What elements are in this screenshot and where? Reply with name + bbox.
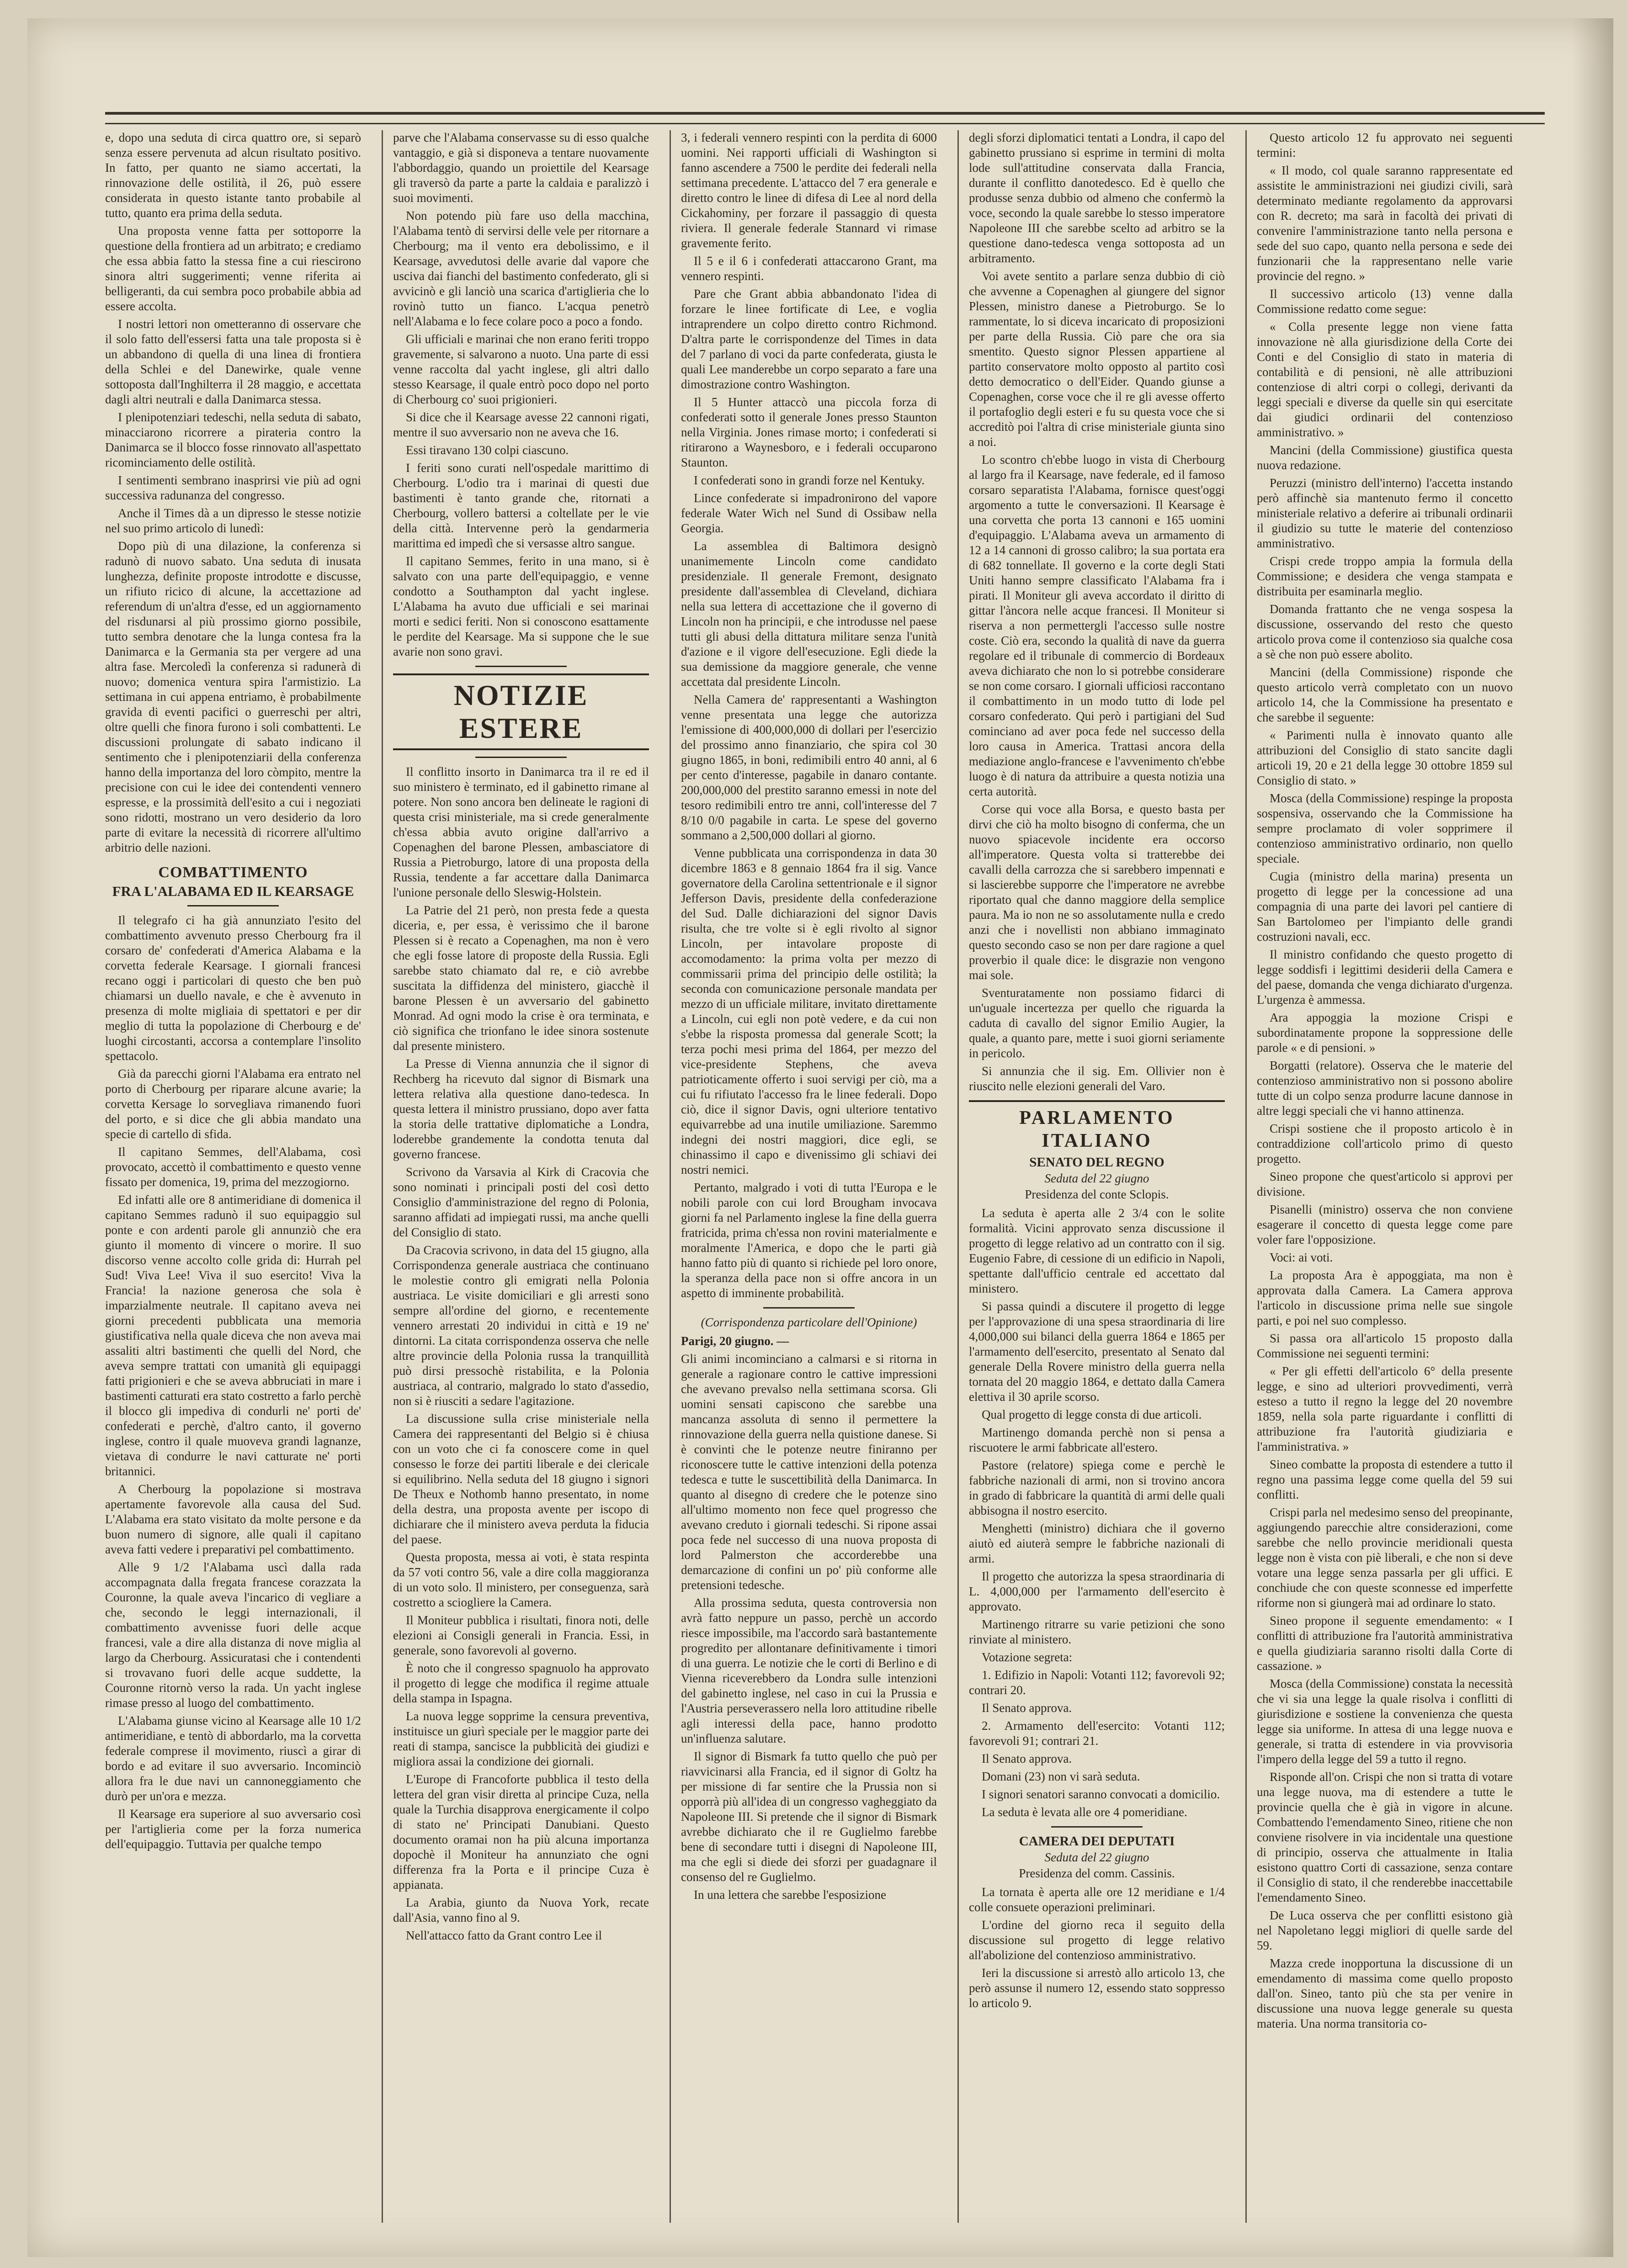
paragraph: 1. Edifizio in Napoli: Votanti 112; favorevoli 92; contrari 20. xyxy=(969,1668,1225,1697)
paragraph: Gli ufficiali e marinai che non erano feriti troppo gravemente, si salvarono a nuoto. Una parte di essi venne raccolta dal yacht inglese, gli altri dallo stesso Kearsage, il quale entrò poco dopo nel porto di Cherbourg co' suoi prigionieri. xyxy=(393,332,649,406)
paragraph: De Luca osserva che per conflitti esistono già nel Napoletano leggi migliori di quelle sarde del 59. xyxy=(1257,1908,1513,1952)
paragraph: Il capitano Semmes, dell'Alabama, così provocato, accettò il combattimento e questo venne fissato per domenica, 19, prima del mezzogiorno. xyxy=(105,1145,361,1189)
paragraph: Una proposta venne fatta per sottoporre la questione della frontiera ad un arbitrato; e crediamo che essa abbia fatto la stessa fine a cui riescirono sinora altri suggerimenti; venne riferita ai belligeranti, da cui sembra poco probabile abbia ad essere accolta. xyxy=(105,224,361,313)
paragraph: Ieri la discussione si arrestò allo articolo 13, che però assunse il numero 12, essendo stato soppresso lo articolo 9. xyxy=(969,1966,1225,2010)
paragraph: Cugia (ministro della marina) presenta un progetto di legge per la concessione ad una compagnia di una parte dei lavori pel cantiere di San Bartolomeo per l'impianto delle grandi costruzioni navali, ecc. xyxy=(1257,869,1513,943)
senato-date: Seduta del 22 giugno xyxy=(1044,1171,1149,1185)
column-rule xyxy=(957,130,959,2223)
paragraph: Il successivo articolo (13) venne dalla Commissione redatto come segue: xyxy=(1257,287,1513,316)
paragraph: Si dice che il Kearsage avesse 22 cannoni rigati, mentre il suo avversario non ne aveva che 16. xyxy=(393,410,649,439)
paragraph: Il progetto che autorizza la spesa straordinaria di L. 4,000,000 per l'armamento dell'esercito è approvato. xyxy=(969,1569,1225,1613)
paragraph: Il Senato approva. xyxy=(982,1752,1072,1765)
column-rule xyxy=(382,130,383,2223)
paragraph: Il signor di Bismark fa tutto quello che può per riavvicinarsi alla Francia, ed il signor di Goltz ha per missione di far sentire che la Prussia non si opporrà più all'idea di un congresso vagheggiato da Napoleone III. Si pretende che il signor di Bismark avrebbe dichiarato che il re Guglielmo farebbe bene di secondare tutti i disegni di Napoleone III, ma che egli si diede dei sforzi per guadagnare il consenso del re Guglielmo. xyxy=(681,1749,937,1884)
paragraph: Non potendo più fare uso della macchina, l'Alabama tentò di servirsi delle vele per ritornare a Cherbourg; ma il vento era debolissimo, e il Kearsage, avvedutosi delle avarie dal vapore che usciva dai fianchi del bastimento confederato, gli si avvicinò e gli lanciò una scarica d'artiglieria che lo rovinò tutto un fianco. L'acqua penetrò nell'Alabama e lo fece colare poco a poco a fondo. xyxy=(393,209,649,328)
paragraph: Questa proposta, messa ai voti, è stata respinta da 57 voti contro 56, vale a dire colla maggioranza di un voto solo. Il ministero, per conseguenza, sarà costretto a sciogliere la Camera. xyxy=(393,1550,649,1609)
paragraph: Votazione segreta: xyxy=(982,1650,1073,1664)
dateline: Parigi, 20 giugno. — xyxy=(681,1334,789,1348)
column-5 xyxy=(1257,130,1513,2223)
paragraph: Anche il Times dà a un dipresso le stesse notizie nel suo primo articolo di lunedì: xyxy=(105,506,361,535)
column-4-top-articles xyxy=(969,130,1225,1094)
paragraph: Sventuratamente non possiamo fidarci di un'uguale incertezza per quello che riguarda la caduta di cavallo del signor Emilio Augier, la quale, a quanto pare, mette i suoi giorni seriamente in pericolo. xyxy=(969,986,1225,1060)
paragraph: Pertanto, malgrado i voti di tutta l'Europa e le nobili parole con cui lord Brougham invocava giorni fa nel Parlamento inglese la fine della guerra fratricida, prima ch'essa non rovini materialmente e moralmente l'America, e dopo che le parti già hanno fatto più di quanto si richiede pel loro onore, la speranza della pace non si offre ancora in un aspetto di imminente probabilità. xyxy=(681,1181,937,1300)
paragraph: L'Alabama giunse vicino al Kearsage alle 10 1/2 antimeridiane, e tentò di abbordarlo, ma la corvetta federale comprese il movimento, riuscì a girar di bordo e ad evitare il suo avversario. Incominciò allora fra le due navi un cannoneggiamento che durò per un'ora e mezza. xyxy=(105,1714,361,1803)
paragraph: La seduta è aperta alle 2 3/4 con le solite formalità. Vicini approvato senza discussione il progetto di legge relativo ad un contratto con il sig. Eugenio Fabre, di cessione di un edificio in Napoli, spettante dall'ufficio centrale ed accettato dal ministero. xyxy=(969,1206,1225,1295)
paragraph: Il Senato approva. xyxy=(982,1701,1072,1715)
paragraph: In una lettera che sarebbe l'esposizione xyxy=(694,1888,886,1902)
paragraph: La Presse di Vienna annunzia che il signor di Rechberg ha ricevuto dal signor di Bismark una lettera relativa alla questione dano-tedesca. In questa lettera il ministro prussiano, dopo aver fatta la storia delle trattative diplomatiche a Londra, loderebbe grandemente la condotta tenuta dal governo francese. xyxy=(393,1057,649,1161)
column-3-top-articles xyxy=(681,130,937,1301)
paragraph: Il conflitto insorto in Danimarca tra il re ed il suo ministero è terminato, ed il gabinetto rimane al potere. Non sono ancora ben delineate le ragioni di questa crisi ministeriale, ma si crede generalmente ch'essa abbia avuto origine dall'arrivo a Copenaghen del barone Plessen, ambasciatore di Russia a Pietroburgo, latore di una proposta della Russia, tendente a far accettare dalla Danimarca l'unione personale dello Sleswig-Holstein. xyxy=(393,765,649,899)
senato-report xyxy=(969,1206,1225,1820)
paragraph: Martinengo domanda perchè non si pensa a riscuotere le armi fabbricate all'estero. xyxy=(969,1425,1225,1454)
article-subheadline: FRA L'ALABAMA ED IL KEARSAGE xyxy=(112,883,354,899)
camera-title: CAMERA DEI DEPUTATI xyxy=(1019,1834,1175,1849)
paragraph: La discussione sulla crise ministeriale nella Camera dei rappresentanti del Belgio si è chiusa con un voto che ci fa conoscere come in quel consesso le forze dei partiti liberale e dei clericale si equilibrino. Nella seduta del 18 giugno i signori De Theux e Nothomb hanno presentato, in nome della destra, una proposta avente per iscopo di dichiarare che il ministero aveva perduta la fiducia del paese. xyxy=(393,1412,649,1546)
paragraph: L'Europe di Francoforte pubblica il testo della lettera del gran visir diretta al principe Cuza, nella quale la Turchia disapprova energicamente il colpo di stato ne' Principati Danubiani. Questo documento oramai non ha più alcuna importanza dopochè il Moniteur ha annunziato che ogni differenza fra la Porta e il principe Cuza è appianata. xyxy=(393,1772,649,1892)
paragraph: Il Moniteur pubblica i risultati, finora noti, delle elezioni ai Consigli generali in Francia. Essi, in generale, sono favorevoli al governo. xyxy=(393,1613,649,1657)
paragraph: Ara appoggia la mozione Crispi e subordinatamente propone la soppressione delle parole « e di pensioni. » xyxy=(1257,1011,1513,1055)
article-headline: COMBATTIMENTO xyxy=(158,864,308,881)
paragraph: Mancini (della Commissione) risponde che questo articolo verrà completato con un nuovo articolo 14, che la Commissione ha presentato e che sarebbe il seguente: xyxy=(1257,665,1513,724)
paragraph: 2. Armamento dell'esercito: Votanti 112; favorevoli 91; contrari 21. xyxy=(969,1719,1225,1748)
paragraph: Lince confederate si impadronirono del vapore federale Water Wich nel Sund di Ossibaw nella Georgia. xyxy=(681,491,937,535)
paragraph: È noto che il congresso spagnuolo ha approvato il progetto di legge che modifica il regime attuale della stampa in Ispagna. xyxy=(393,1661,649,1705)
paragraph: Pisanelli (ministro) osserva che non conviene esagerare il concetto di questa legge come pare voler fare l'opposizione. xyxy=(1257,1203,1513,1246)
paragraph: La assemblea di Baltimora designò unanimemente Lincoln come candidato presidenziale. Il generale Fremont, designato presidente dall'assemblea di Cleveland, dichiara nella sua lettera di accettazione che il governo di Lincoln non ha principii, e che introdusse nel paese tutti gli abusi della dittatura militare senza l'unità d'azione e il vigore dell'esecuzione. Egli diede la sua demissione da maggiore generale, che venne accettata dal presidente Lincoln. xyxy=(681,539,937,689)
section-title-parlamento: PARLAMENTO ITALIANO xyxy=(969,1100,1225,1152)
paragraph: La tornata è aperta alle ore 12 meridiane e 1/4 colle consuete operazioni preliminari. xyxy=(969,1885,1225,1914)
column-2-bottom-articles xyxy=(393,764,649,1943)
camera-report xyxy=(969,1885,1225,2011)
correspondence-label: (Corrispondenza particolare dell'Opinione) xyxy=(701,1315,917,1329)
column-4 xyxy=(969,130,1225,2223)
paragraph: Menghetti (ministro) dichiara che il governo aiutò ed aiuterà sempre le fabbriche nazionali di armi. xyxy=(969,1521,1225,1565)
paragraph: Gli animi incominciano a calmarsi e si ritorna in generale a ragionare contro le cattive impressioni che avevano prevalso nella settimana scorsa. Gli uomini sensati capiscono che sarebbe una mancanza assoluta di senno il permettere la rinnovazione della guerra nella quistione danese. Si è convinti che le potenze neutre finiranno per riconoscere tutte le cattive intenzioni della potenza tedesca e tutte le suscettibilità della Danimarca. In quanto al disegno di credere che le potenze sino all'ultimo momento non fece quel progresso che avevano creduto i giornali tedeschi. Si ripone assai poca fede nel successo di una nuova proposta di lord Palmerston che accorderebbe una demarcazione di confini un po' più conforme alle pretensioni tedesche. xyxy=(681,1352,937,1592)
paragraph: Da Cracovia scrivono, in data del 15 giugno, alla Corrispondenza generale austriaca che continuano le molestie contro gli emigrati nella Polonia austriaca. Le visite domiciliari e gli arresti sono sempre all'ordine del giorno, e recentemente vennero arrestati 20 individui in città e 19 ne' dintorni. La citata corrispondenza osserva che nelle altre provincie della Polonia russa la tranquillità può dirsi pressochè ristabilita, e la Polonia austriaca, al contrario, malgrado lo stato d'assedio, non si è riusciti a sedare l'agitazione. xyxy=(393,1243,649,1408)
paragraph: « Parimenti nulla è innovato quanto alle attribuzioni del Consiglio di stato sancite dagli articoli 19, 20 e 21 della legge 30 ottobre 1859 sul Consiglio di stato. » xyxy=(1257,728,1513,787)
paragraph: « Colla presente legge non viene fatta innovazione nè alla giurisdizione della Corte dei Conti e del Consiglio di stato in materia di contabilità e di pensioni, nè alle attribuzioni contenziose di altri corpi o collegi, derivanti da leggi speciali e diverse da quelle sin qui esercitate dai giudici ordinarii del contenzioso amministrativo. » xyxy=(1257,320,1513,439)
paragraph: La Arabia, giunto da Nuova York, recate dall'Asia, vanno fino al 9. xyxy=(393,1896,649,1924)
paragraph: e, dopo una seduta di circa quattro ore, si separò senza essere pervenuta ad alcun risultato positivo. In fatto, per quanto ne siamo accertati, la rinnovazione delle ostilità, il 26, può essere considerata in questo istante tanto probabile al tutto, quanto era prima della seduta. xyxy=(105,131,361,220)
paragraph: Già da parecchi giorni l'Alabama era entrato nel porto di Cherbourg per riparare alcune avarie; la corvetta Kersage lo sorvegliava rimanendo fuori del porto, e si dice che gli abbia mandato una specie di cartello di sfida. xyxy=(105,1067,361,1141)
column-2-top-article xyxy=(393,130,649,659)
paragraph: Essi tiravano 130 colpi ciascuno. xyxy=(406,443,569,457)
paragraph: I sentimenti sembrano inasprirsi vie più ad ogni successiva radunanza del congresso. xyxy=(105,473,361,502)
column-3-bottom-articles xyxy=(681,1351,937,1902)
column-rule xyxy=(670,130,671,2223)
column-3 xyxy=(681,130,937,2223)
paragraph: La nuova legge sopprime la censura preventiva, instituisce un giurì speciale per le maggior parte dei reati di stampa, sancisce la pubblicità dei giudizi e migliora assai la condizione dei giornali. xyxy=(393,1709,649,1768)
camera-presidency: Presidenza del comm. Cassinis. xyxy=(1019,1866,1175,1880)
paragraph: Dopo più di una dilazione, la conferenza si radunò di nuovo sabato. Una seduta di inusata lunghezza, definite proposte introdotte e discusse, un rifiuto ricico di alcune, la accettazione ad referendum di un'altra d'esse, ed un aggiornamento del risdunarsi al più prossimo giorno possibile, tutto sembra denotare che la lunga contesa fra la Danimarca e la Germania sta per vergere ad una altra fase. Mercoledì la conferenza si radunerà di nuovo; domenica ventura spira l'armistizio. La settimana in cui appena entriamo, è probabilmente gravida di eventi pacifici o guerreschi per altri, oltre quelli che finora furono i soli combattenti. Le discussioni prolungate di sabato indicano il sentimento che i plenipotenziarii della conferenza hanno della importanza del loro còmpito, mentre la precisione con cui le idee dei contendenti vennero espresse, e la prossimità dell'esito a cui i negoziati sono ridotti, mostrano un vero desiderio da loro parte di evitare la necessità di ricorrere all'ultimo arbitrio delle nazioni. xyxy=(105,539,361,854)
column-1 xyxy=(105,130,361,2223)
paragraph: Ed infatti alle ore 8 antimeridiane di domenica il capitano Semmes radunò il suo equipaggio sul ponte e con ardenti parole gli annunziò che era giunto il momento di vincere o morire. Il suo discorso venne accolto colle grida di: Hurrah pel Sud! Viva Lee! Viva il suo esercito! Viva la Francia! la nazione generosa che sola è imparzialmente neutrale. Il capitano aveva nei giorni precedenti pubblicata una memoria giustificativa nella quale diceva che non aveva mai assaliti altri bastimenti che quelli del Nord, che aveva sempre trattati con umanità gli equipaggi fatti prigionieri e che se aveva abbruciati in mare i bastimenti catturati era stato costretto a farlo perchè il blocco gli impediva di condurli ne' porti de' confederati e perchè, d'altro canto, il governo inglese, contro il quale muoveva grandi lagnanze, vietava di condurre le navi catturate ne' porti britannici. xyxy=(105,1193,361,1478)
camera-date: Seduta del 22 giugno xyxy=(1044,1850,1149,1864)
paragraph: Peruzzi (ministro dell'interno) l'accetta instando però affinchè sia mantenuto fermo il concetto ministeriale relativo a deferire ai tribunali ordinarii il giudizio su tutte le materie del contenzioso amministrativo. xyxy=(1257,476,1513,550)
paragraph: Sineo propone il seguente emendamento: « I conflitti di attribuzione fra l'autorità amministrativa e quella giudiziaria saranno risolti dalla Corte di cassazione. » xyxy=(1257,1614,1513,1673)
paragraph: Lo scontro ch'ebbe luogo in vista di Cherbourg al largo fra il Kearsage, nave federale, ed il famoso corsaro separatista l'Alabama, fornisce quest'oggi argomento a tutte le conversazioni. Il Kearsage è una corvetta che porta 13 cannoni e 165 uomini d'equipaggio. L'Alabama aveva un armamento di 12 a 14 cannoni di grosso calibro; la sua portata era di 682 tonnellate. Il governo e la corte degli Stati Uniti hanno sempre classificato l'Alabama fra i pirati. Il Moniteur gli aveva accordato il diritto di gittar l'àncora nelle acque francesi. Il Moniteur si riserva a non permettergli l'accesso sulle nostre coste. Ciò era, secondo la qualità di nave da guerra regolare ed il tribunale di commercio di Bordeaux aveva dichiarato che non lo si potrebbe considerare se non come corsaro. I giornali ufficiosi raccontano il combattimento in un modo tutto di lode pel corsaro confederato. Qui però i partigiani del Sud cominciano ad aver poca fede nel successo della loro causa in America. Trattasi ancora della mediazione anglo-francese e l'avvenimento ch'ebbe luogo è di natura da attribuire a questa notizia una certa autorità. xyxy=(969,453,1225,798)
paragraph: Corse qui voce alla Borsa, e questo basta per dirvi che ciò ha molto bisogno di conferma, che un nuovo spiacevole incidente era occorso all'imperatore. Questa volta si tratterebbe dei cavalli della carrozza che si sarebbero impennati e si lascierebbe supporre che l'imperatore ne avrebbe riportato qual che danno maggiore della semplice paura. Ma io non ne so assolutamente nulla e credo anzi che i novellisti non abbiano immaginato questo secondo caso se non per dare ragione a quel proverbio il quale dice: le disgrazie non vengono mai sole. xyxy=(969,802,1225,982)
paragraph: I confederati sono in grandi forze nel Kentuky. xyxy=(694,473,925,487)
paragraph: Scrivono da Varsavia al Kirk di Cracovia che sono nominati i principali posti del così detto Consiglio d'amministrazione del regno di Polonia, saranno affidati ad impiegati russi, ma anche quelli del Consiglio di stato. xyxy=(393,1165,649,1239)
paragraph: Voi avete sentito a parlare senza dubbio di ciò che avvenne a Copenaghen al giungere del signor Plessen, ministro danese a Pietroburgo. Se lo rammentate, lo si diceva incaricato di proposizioni per parte della Russia. Ciò pare che ora sia smentito. Questo signor Plessen appartiene al partito conservatore molto opposto al partito così detto democratico o dell'Eider. Quando giunse a Copenaghen, corse voce che il re gli avesse offerto il portafoglio degli esteri e fu su questa voce che si accreditò poi l'altra di crise ministeriale giunta sino a noi. xyxy=(969,269,1225,449)
divider xyxy=(187,905,279,906)
paragraph: Martinengo ritrarre su varie petizioni che sono rinviate al ministero. xyxy=(969,1617,1225,1646)
paragraph: Mancini (della Commissione) giustifica questa nuova redazione. xyxy=(1257,443,1513,472)
paragraph: Crispi sostiene che il proposto articolo è in contraddizione coll'articolo primo di questo progetto. xyxy=(1257,1122,1513,1166)
paragraph: Sineo combatte la proposta di estendere a tutto il regno una passima legge come quella del 59 sui conflitti. xyxy=(1257,1457,1513,1501)
paragraph: Domani (23) non vi sarà seduta. xyxy=(982,1770,1140,1783)
paragraph: La seduta è levata alle ore 4 pomeridiane. xyxy=(982,1805,1187,1819)
paragraph: A Cherbourg la popolazione si mostrava apertamente favorevole alla causa del Sud. L'Alabama era stato visitato da molte persone e da buon numero di signore, alle quali il capitano aveva fatti vedere i preparativi pel combattimento. xyxy=(105,1482,361,1556)
column-2 xyxy=(393,130,649,2223)
paragraph: Il ministro confidando che questo progetto di legge soddisfi i legittimi desiderii della Camera e del paese, domanda che venga dichiarato d'urgenza. L'urgenza è ammessa. xyxy=(1257,948,1513,1007)
column-1-bottom-article xyxy=(105,913,361,1852)
paragraph: I nostri lettori non ometteranno di osservare che il solo fatto dell'essersi fatta una tale proposta si è un abbandono di quella di una linea di frontiera della Schlei e del Danewirke, quale venne sottoposta dall'Inghilterra il 28 maggio, e accettata dagli altri neutrali e dalla Danimarca stessa. xyxy=(105,317,361,406)
paragraph: Il telegrafo ci ha già annunziato l'esito del combattimento avvenuto presso Cherbourg fra il corsaro de' confederati d'America Alabama e la corvetta federale Kearsage. I giornali francesi recano oggi i particolari di questo che ben può chiamarsi un duello navale, e che è avvenuto in presenza di molte migliaia di spettatori e per dir meglio di tutta la popolazione di Cherbourg e de' luoghi circostanti, accorsa a contemplare l'insolito spettacolo. xyxy=(105,913,361,1063)
paragraph: Qual progetto di legge consta di due articoli. xyxy=(982,1408,1202,1421)
senato-presidency: Presidenza del conte Sclopis. xyxy=(1025,1187,1169,1201)
column-rule xyxy=(1245,130,1247,2223)
paragraph: Domanda frattanto che ne venga sospesa la discussione, osservando del resto che questo articolo prova come il contenzioso sia qualche cosa a sè che non può essere abolito. xyxy=(1257,602,1513,661)
divider xyxy=(475,666,567,667)
paragraph: « Per gli effetti dell'articolo 6° della presente legge, e sino ad ulteriori provvedimenti, verrà esteso a tutto il regno la legge del 20 novembre 1859, nella sola parte riguardante i conflitti di attribuzione fra l'autorità giudiziaria e l'amministrativa. » xyxy=(1257,1364,1513,1453)
paragraph: Il capitano Semmes, ferito in una mano, si è salvato con una parte dell'equipaggio, e venne condotto a Southampton dal yacht inglese. L'Alabama ha avuto due ufficiali e sei marinai morti e sedici feriti. Non si conoscono esattamente le perdite del Kearsage. Ma si suppone che le sue avarie non sono gravi. xyxy=(393,554,649,658)
header-rule xyxy=(105,112,1545,124)
column-1-top-articles xyxy=(105,130,361,855)
paragraph: Questo articolo 12 fu approvato nei seguenti termini: xyxy=(1257,131,1513,159)
column-5-camera-continued xyxy=(1257,130,1513,2031)
senato-title: SENATO DEL REGNO xyxy=(1029,1155,1164,1170)
paragraph: Venne pubblicata una corrispondenza in data 30 dicembre 1863 e 8 gennaio 1864 fra il sig. Vance governatore della Carolina settentrionale e il signor Jefferson Davis, presidente della confederazione del Sud. Dalle dichiarazioni del signor Davis risulta, che tre volte si è egli rivolto al signor Lincoln, per intavolare proposte di accomodamento: la prima volta per mezzo di commissarii prima del principio delle ostilità; la seconda con comunicazione personale mandata per mezzo di un ufficiale militare, invitato direttamente a Lincoln, cui egli non potè vedere, e da cui non s'ebbe la risposta promessa dal generale Scott; la terza pochi mesi prima del 1864, per mezzo del vice-presidente Stephens, che aveva patrioticamente offerto i suoi servigi per ciò, ma a cui fu rifiutato l'accesso fra le linee federali. Dopo ciò, dice il signor Davis, ogni ulteriore tentativo equivarrebbe ad una inutile umiliazione. Saremmo indegni dei nostri maggiori, dice egli, se chinassimo il capo e divenissimo gli schiavi dei nostri nemici. xyxy=(681,846,937,1176)
paragraph: Il Kearsage era superiore al suo avversario così per l'artiglieria come per la forza numerica dell'equipaggio. Tuttavia per qualche tempo xyxy=(105,1807,361,1851)
paragraph: 3, i federali vennero respinti con la perdita di 6000 uomini. Nei rapporti ufficiali di Washington si fanno ascendere a 7500 le perdite dei federali nella settimana precedente. L'attacco del 7 era generale e diretto contro le linee di difesa di Lee al nord della Cickahominy, per forzare il passaggio di questa riviera. Il generale federale Stannard vi rimase gravemente ferito. xyxy=(681,131,937,250)
paragraph: La Patrie del 21 però, non presta fede a questa diceria, e, per essa, è verissimo che il barone Plessen si è recato a Copenaghen, ma non è vero che egli fosse latore di proposte della Russia. Egli sarebbe stato chiamato dal re, e ciò avrebbe suscitata la diffidenza del ministero, giacchè il barone Plessen è un avversario del gabinetto Monrad. Ad ogni modo la crise è ora terminata, e ciò significa che trionfano le idee sinora sostenute dal presente ministero. xyxy=(393,903,649,1053)
divider xyxy=(1051,1826,1143,1828)
paragraph: Risponde all'on. Crispi che non si tratta di votare una legge nuova, ma di estendere a tutte le provincie quella che è già in vigore in alcune. Combattendo l'emendamento Sineo, ritiene che non conviene risolvere in via incidentale una questione di principio, osserva che attualmente in Italia esistono quattro Corti di cassazione, senza contare il Consiglio di stato, il che renderebbe inaccettabile l'emendamento Sineo. xyxy=(1257,1770,1513,1904)
paragraph: Pare che Grant abbia abbandonato l'idea di forzare le linee fortificate di Lee, e voglia intraprendere un colpo diretto contro Richmond. D'altra parte le corrispondenze del Times in data del 7 parlano di voci da parte confederata, giusta le quali Lee manderebbe un corpo separato a fare una dimostrazione contro Washington. xyxy=(681,287,937,391)
paragraph: La proposta Ara è appoggiata, ma non è approvata dalla Camera. La Camera approva l'articolo in discussione prima nelle sue singole parti, e poi nel suo complesso. xyxy=(1257,1268,1513,1327)
paragraph: parve che l'Alabama conservasse su di esso qualche vantaggio, e già si disponeva a tentare nuovamente l'abbordaggio, quando un proiettile del Kearsage gli traversò da parte a parte la caldaia e paralizzò i suoi movimenti. xyxy=(393,131,649,205)
divider xyxy=(475,757,567,758)
paragraph: « Il modo, col quale saranno rappresentate ed assistite le amministrazioni nei giudizi civili, sarà determinato mediante regolamento da approvarsi con R. decreto; ma sarà in facoltà dei privati di convenire l'amministrazione tanto nella persona e sede del suo capo, quanto nella persona e sede dei funzionarii che la rappresentano nelle varie provincie del regno. » xyxy=(1257,164,1513,283)
paragraph: Voci: ai voti. xyxy=(1270,1251,1333,1264)
section-title-notizie-estere: NOTIZIE ESTERE xyxy=(393,673,649,750)
divider xyxy=(763,1307,855,1309)
paragraph: I signori senatori saranno convocati a domicilio. xyxy=(982,1787,1220,1801)
paragraph: Si passa quindi a discutere il progetto di legge per l'approvazione di una spesa straordinaria di lire 4,000,000 sui bilanci della guerra 1864 e 1865 per l'armamento dell'esercito, presentato al Senato dal generale Della Rovere ministro della guerra nella tornata del 20 maggio 1864, e dettato dalla Camera elettiva il 30 aprile scorso. xyxy=(969,1299,1225,1404)
paragraph: Sineo propone che quest'articolo si approvi per divisione. xyxy=(1257,1170,1513,1198)
paragraph: Borgatti (relatore). Osserva che le materie del contenzioso amministrativo non si possono abolire tutte di un colpo senza produrre lacune dannose in altre leggi speciali che vi hanno attinenza. xyxy=(1257,1059,1513,1118)
paragraph: Mosca (della Commissione) respinge la proposta sospensiva, osservando che la Commissione ha sempre proclamato di voler sopprimere il contenzioso amministrativo ordinario, non quello speciale. xyxy=(1257,791,1513,865)
paragraph: Alla prossima seduta, questa controversia non avrà fatto neppure un passo, perchè un accordo riesce impossibile, ma l'accordo sarà bastantemente progredito per allontanare definitivamente i timori di una guerra. Le notizie che le corti di Berlino e di Vienna riceverebbero da Londra sulle intenzioni del gabinetto inglese, nel caso in cui la Prussia e l'Austria perseverassero nella loro attitudine ribelle agli interessi della pace, hanno prodotto un'influenza salutare. xyxy=(681,1596,937,1745)
paragraph: Nella Camera de' rappresentanti a Washington venne presentata una legge che autorizza l'emissione di 400,000,000 di dollari per l'esercizio del prossimo anno finanziario, che spira col 30 giugno 1865, in boni, redimibili entro 40 anni, al 6 per cento d'interesse, pagabile in danaro contante. 200,000,000 del prestito saranno emessi in note del tesoro redimibili entro tre anni, coll'interesse del 7 8/10 0/0 pagabile in carta. Le spese del governo sommano a 2,500,000 dollari al giorno. xyxy=(681,693,937,842)
paragraph: Alle 9 1/2 l'Alabama uscì dalla rada accompagnata dalla fregata francese corazzata la Couronne, la quale aveva l'incarico di vegliare a che, secondo le leggi internazionali, il combattimento avvenisse fuori delle acque francesi, vale a dire alla distanza di nove miglia al largo da Cherbourg. Assicuratasi che i contendenti si trovavano fuori delle acque suddette, la Couronne ritornò verso la rada. Un yacht inglese rimase presso al luogo del combattimento. xyxy=(105,1560,361,1710)
paragraph: Crispi parla nel medesimo senso del preopinante, aggiungendo parecchie altre considerazioni, come sarebbe che nello provincie meridionali questa legge non è vista con piè liberali, e che non si deve votare una legge senza passarla per gli uffici. E conchiude che con queste sconnesse ed imperfette riforme non si giungerà mai ad ordinare lo stato. xyxy=(1257,1505,1513,1610)
paragraph: I plenipotenziari tedeschi, nella seduta di sabato, minacciarono ricorrere a pirateria contro la Danimarca se il blocco fosse rinnovato all'aspettato ricominciamento delle ostilità. xyxy=(105,410,361,469)
paragraph: Nell'attacco fatto da Grant contro Lee il xyxy=(406,1929,602,1942)
paragraph: Si passa ora all'articolo 15 proposto dalla Commissione nei seguenti termini: xyxy=(1257,1331,1513,1360)
paragraph: Pastore (relatore) spiega come e perchè le fabbriche nazionali di armi, non si trovino ancora in grado di fabbricare la quantità di armi delle quali abbisogna il nostro esercito. xyxy=(969,1458,1225,1517)
paragraph: Il 5 Hunter attaccò una piccola forza di confederati sotto il generale Jones presso Staunton nella Virginia. Jones rimase morto; i confederati si ritirarono a Waynesboro, e i federali occuparono Staunton. xyxy=(681,395,937,469)
paragraph: Il 5 e il 6 i confederati attaccarono Grant, ma vennero respinti. xyxy=(681,254,937,283)
paragraph: degli sforzi diplomatici tentati a Londra, il capo del gabinetto prussiano si esprime in termini di molta lode sull'attitudine conservata dalla Francia, durante il conflitto danotedesco. Ed è quello che produsse senza dubbio od almeno che confermò la voce, secondo la quale sarebbe lo stesso imperatore Napoleone III che sarebbe scelto ad arbitro se la questione dano-tedesca venga sottoposta ad un arbitramento. xyxy=(969,131,1225,265)
paragraph: Si annunzia che il sig. Em. Ollivier non è riuscito nelle elezioni generali del Varo. xyxy=(969,1064,1225,1093)
paragraph: I feriti sono curati nell'ospedale marittimo di Cherbourg. L'odio tra i marinai di questi due bastimenti è tanto grande che, ritornati a Cherbourg, vollero battersi a coltellate per le vie della città. Intervenne però la gendarmeria marittima ed impedì che si versasse altro sangue. xyxy=(393,461,649,550)
paragraph: Crispi crede troppo ampia la formula della Commissione; e desidera che venga stampata e distribuita per esaminarla meglio. xyxy=(1257,554,1513,598)
paragraph: Mosca (della Commissione) constata la necessità che vi sia una legge la quale risolva i conflitti di giurisdizione e sostiene la convenienza che questa legge sia uniforme. In attesa di una legge nuova e generale, si tratta di estendere in via provvisoria l'impero della legge del 59 a tutto il regno. xyxy=(1257,1677,1513,1766)
newspaper-page xyxy=(27,18,1613,2257)
page-fold-shadow xyxy=(1572,18,1613,2257)
paragraph: L'ordine del giorno reca il seguito della discussione sul progetto di legge relativo all'abolizione del contenzioso amministrativo. xyxy=(969,1918,1225,1962)
paragraph: Mazza crede inopportuna la discussione di un emendamento di massima come quello proposto dall'on. Sineo, tanto più che sta per venire in discussione una nuova legge generale su questa materia. Una norma transitoria co- xyxy=(1257,1956,1513,2030)
